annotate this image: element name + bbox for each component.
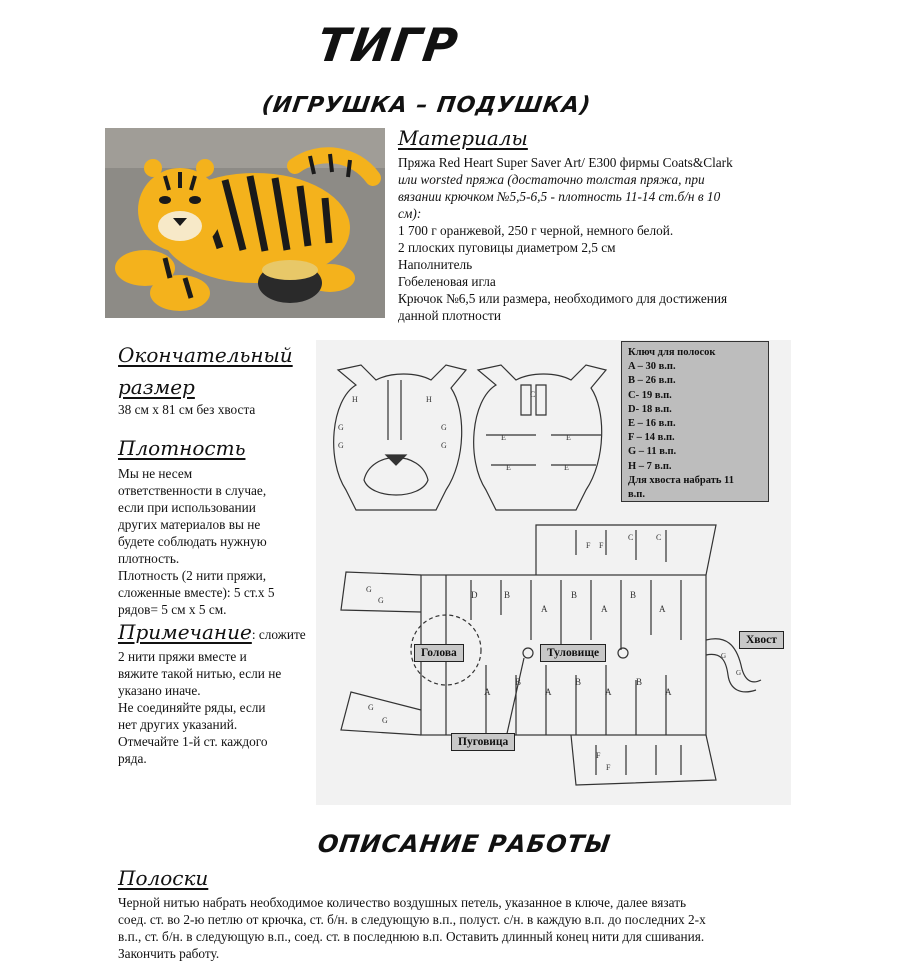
stripe-key-item: D- 18 в.п. bbox=[628, 403, 672, 415]
svg-text:B: B bbox=[504, 590, 511, 600]
svg-text:B: B bbox=[636, 677, 643, 687]
note-text bbox=[118, 648, 308, 767]
stripe-key-tail: Для хвоста набрать 11 bbox=[628, 474, 734, 486]
svg-text:G: G bbox=[441, 423, 447, 432]
svg-text:B: B bbox=[515, 677, 522, 687]
gauge-line: рядов= 5 см х 5 см. bbox=[118, 602, 227, 617]
svg-text:C: C bbox=[530, 390, 536, 399]
head-front-outline bbox=[334, 365, 466, 510]
note-heading: Примечание bbox=[118, 620, 252, 644]
stripes-line: Закончить работу. bbox=[118, 946, 220, 961]
svg-text:E: E bbox=[501, 433, 506, 442]
stripe-key-item: G – 11 в.п. bbox=[628, 446, 677, 458]
page-title: ТИГР bbox=[314, 18, 463, 72]
svg-text:G: G bbox=[721, 652, 727, 660]
gauge-line: если при использовании bbox=[118, 500, 256, 515]
svg-text:F: F bbox=[596, 751, 601, 760]
head-back-outline bbox=[474, 365, 606, 510]
svg-text:D: D bbox=[471, 590, 478, 600]
svg-text:G: G bbox=[382, 716, 388, 725]
svg-text:A: A bbox=[541, 604, 548, 614]
svg-text:G: G bbox=[378, 596, 384, 605]
note-line: 2 нити пряжи вместе и bbox=[118, 649, 247, 664]
stripe-key-item: C- 19 в.п. bbox=[628, 389, 672, 401]
svg-text:B: B bbox=[571, 590, 578, 600]
note-line: указано иначе. bbox=[118, 683, 201, 698]
stripe-key-item: E – 16 в.п. bbox=[628, 418, 676, 430]
materials-line: см): bbox=[398, 206, 422, 221]
stripes-line: соед. ст. во 2-ю петлю от крючка, ст. б/н. в следующую в.п., полуст. с/н. в каждую в.п. до последних 2-х bbox=[118, 912, 706, 927]
stripe-key-item: B – 26 в.п. bbox=[628, 375, 676, 387]
svg-text:A: A bbox=[659, 604, 666, 614]
svg-text:A: A bbox=[601, 604, 608, 614]
svg-text:G: G bbox=[441, 441, 447, 450]
note-first-line: : сложите bbox=[251, 627, 306, 642]
svg-text:C: C bbox=[628, 533, 634, 542]
materials-text bbox=[398, 154, 798, 324]
label-body: Туловище bbox=[540, 644, 606, 662]
stripes-text bbox=[118, 894, 818, 962]
svg-text:G: G bbox=[366, 585, 372, 594]
materials-line: 2 плоских пуговицы диаметром 2,5 см bbox=[398, 240, 616, 255]
note-heading-row bbox=[118, 620, 306, 644]
gauge-text bbox=[118, 465, 308, 618]
stripe-key-box bbox=[621, 341, 769, 502]
note-line: нет других указаний. bbox=[118, 717, 238, 732]
svg-text:H: H bbox=[426, 395, 432, 404]
materials-line: Гобеленовая игла bbox=[398, 274, 496, 289]
svg-text:F: F bbox=[606, 763, 611, 772]
svg-text:C: C bbox=[656, 533, 662, 542]
materials-line: Пряжа Red Heart Super Saver Art/ E300 фирмы Coats&Clark bbox=[398, 155, 733, 170]
gauge-line: будете соблюдать нужную bbox=[118, 534, 267, 549]
final-size-heading-line: Окончательный bbox=[118, 343, 293, 367]
stripe-key-item: F – 14 в.п. bbox=[628, 432, 675, 444]
page-subtitle: (ИГРУШКА – ПОДУШКА) bbox=[260, 93, 593, 118]
svg-text:A: A bbox=[545, 687, 552, 697]
note-line: Не соединяйте ряды, если bbox=[118, 700, 266, 715]
stripe-key-tail: в.п. bbox=[628, 489, 645, 501]
svg-text:F: F bbox=[586, 541, 591, 550]
stripe-key-title: Ключ для полосок bbox=[628, 347, 716, 358]
stripes-line: Черной нитью набрать необходимое количество воздушных петель, указанное в ключе, далее вязать bbox=[118, 895, 687, 910]
final-size-heading-line: размер bbox=[118, 375, 195, 399]
gauge-line: ответственности в случае, bbox=[118, 483, 267, 498]
gauge-heading: Плотность bbox=[118, 436, 246, 460]
label-button: Пуговица bbox=[451, 733, 515, 751]
svg-text:G: G bbox=[338, 441, 344, 450]
note-line: вяжите такой нитью, если не bbox=[118, 666, 282, 681]
svg-text:G: G bbox=[368, 703, 374, 712]
materials-line: Наполнитель bbox=[398, 257, 473, 272]
stripes-heading: Полоски bbox=[118, 866, 209, 890]
materials-line: данной плотности bbox=[398, 308, 501, 323]
note-line: ряда. bbox=[118, 751, 147, 766]
materials-line: или worsted пряжа (достаточно толстая пряжа, при bbox=[398, 172, 705, 187]
svg-text:B: B bbox=[630, 590, 637, 600]
work-description-title: ОПИСАНИЕ РАБОТЫ bbox=[316, 830, 613, 858]
label-head: Голова bbox=[414, 644, 464, 662]
final-size-text: 38 см х 81 см без хвоста bbox=[118, 402, 256, 417]
label-tail: Хвост bbox=[739, 631, 784, 649]
materials-heading: Материалы bbox=[398, 126, 528, 150]
gauge-line: других материалов вы не bbox=[118, 517, 261, 532]
svg-text:E: E bbox=[506, 463, 511, 472]
materials-line: Крючок №6,5 или размера, необходимого для достижения bbox=[398, 291, 728, 306]
svg-text:A: A bbox=[484, 687, 491, 697]
gauge-line: Плотность (2 нити пряжи, bbox=[118, 568, 267, 583]
materials-line: вязании крючком №5,5-6,5 - плотность 11-14 ст.б/н в 10 bbox=[398, 189, 721, 204]
svg-text:F: F bbox=[599, 541, 604, 550]
svg-text:A: A bbox=[665, 687, 672, 697]
svg-text:G: G bbox=[338, 423, 344, 432]
tiger-photo bbox=[105, 128, 385, 318]
gauge-line: сложенные вместе): 5 ст.х 5 bbox=[118, 585, 275, 600]
svg-text:G: G bbox=[736, 669, 742, 677]
stripe-key-item: H – 7 в.п. bbox=[628, 460, 672, 472]
stripe-key-item: A – 30 в.п. bbox=[628, 361, 676, 373]
svg-text:E: E bbox=[566, 433, 571, 442]
svg-text:B: B bbox=[575, 677, 582, 687]
note-line: Отмечайте 1-й ст. каждого bbox=[118, 734, 268, 749]
svg-text:E: E bbox=[564, 463, 569, 472]
gauge-line: плотность. bbox=[118, 551, 180, 566]
svg-text:A: A bbox=[605, 687, 612, 697]
final-size-heading bbox=[118, 343, 293, 399]
stripes-line: в.п., ст. б/н. в следующую в.п., соед. ст. в последнюю в.п. Оставить длинный конец нити для сшивания. bbox=[118, 929, 705, 944]
gauge-line: Мы не несем bbox=[118, 466, 193, 481]
materials-line: 1 700 г оранжевой, 250 г черной, немного белой. bbox=[398, 223, 674, 238]
svg-text:H: H bbox=[352, 395, 358, 404]
